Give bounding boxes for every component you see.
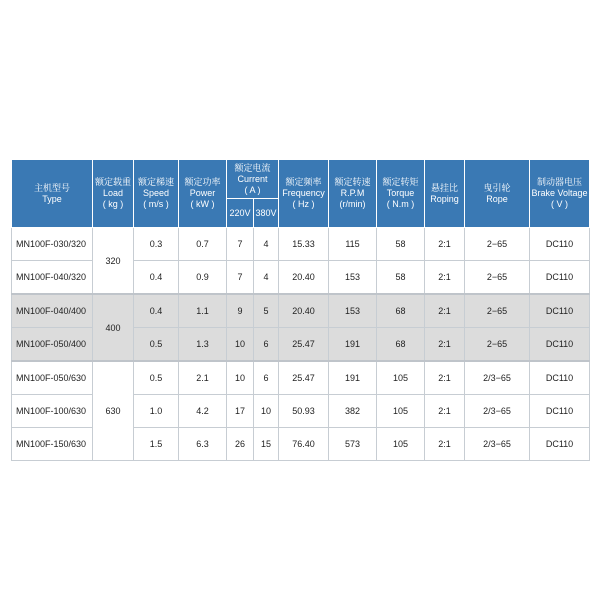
table-row: [12, 228, 590, 261]
cell-speed: 0.4: [134, 294, 179, 328]
cell-load: 630: [93, 361, 134, 461]
cell-current-380v: 4: [254, 228, 279, 261]
cell-frequency: 76.40: [279, 428, 329, 461]
cell-roping: 2:1: [425, 395, 465, 428]
cell-power: 1.1: [179, 294, 227, 328]
header-torque: 额定转矩 Torque ( N.m ): [377, 160, 425, 228]
header-380v: 380V: [254, 199, 279, 228]
cell-roping: 2:1: [425, 328, 465, 362]
cell-rope: 2−65: [465, 328, 530, 362]
cell-power: 0.9: [179, 261, 227, 295]
cell-power: 2.1: [179, 361, 227, 395]
cell-current-220v: 10: [227, 328, 254, 362]
cell-speed: 0.3: [134, 228, 179, 261]
cell-rpm: 382: [329, 395, 377, 428]
cell-torque: 58: [377, 228, 425, 261]
header-rpm: 额定转速 R.P.M (r/min): [329, 160, 377, 228]
cell-roping: 2:1: [425, 261, 465, 295]
header-power: 额定功率 Power ( kW ): [179, 160, 227, 228]
table-body: [12, 228, 590, 461]
cell-current-380v: 5: [254, 294, 279, 328]
spec-table: [11, 159, 590, 461]
cell-load: 400: [93, 294, 134, 361]
cell-brake-voltage: DC110: [530, 228, 590, 261]
cell-power: 6.3: [179, 428, 227, 461]
cell-rope: 2/3−65: [465, 395, 530, 428]
cell-rpm: 191: [329, 361, 377, 395]
cell-rope: 2−65: [465, 294, 530, 328]
cell-torque: 68: [377, 294, 425, 328]
header-rope: 曳引轮 Rope: [465, 160, 530, 228]
cell-brake-voltage: DC110: [530, 261, 590, 295]
header-type: 主机型号 Type: [12, 160, 93, 228]
cell-rope: 2/3−65: [465, 428, 530, 461]
cell-type: MN100F-100/630: [12, 395, 93, 428]
header-speed: 额定梯速 Speed ( m/s ): [134, 160, 179, 228]
cell-type: MN100F-040/400: [12, 294, 93, 328]
cell-rpm: 153: [329, 294, 377, 328]
cell-rpm: 573: [329, 428, 377, 461]
cell-roping: 2:1: [425, 294, 465, 328]
header-frequency: 额定频率 Frequency ( Hz ): [279, 160, 329, 228]
header-brake-voltage: 制动器电压 Brake Voltage ( V ): [530, 160, 590, 228]
cell-roping: 2:1: [425, 228, 465, 261]
cell-torque: 68: [377, 328, 425, 362]
cell-type: MN100F-050/400: [12, 328, 93, 362]
cell-type: MN100F-040/320: [12, 261, 93, 295]
cell-current-220v: 17: [227, 395, 254, 428]
cell-speed: 0.5: [134, 328, 179, 362]
cell-brake-voltage: DC110: [530, 361, 590, 395]
cell-speed: 1.5: [134, 428, 179, 461]
cell-frequency: 25.47: [279, 361, 329, 395]
cell-roping: 2:1: [425, 428, 465, 461]
cell-type: MN100F-030/320: [12, 228, 93, 261]
cell-torque: 105: [377, 361, 425, 395]
cell-type: MN100F-150/630: [12, 428, 93, 461]
cell-current-380v: 6: [254, 328, 279, 362]
cell-frequency: 25.47: [279, 328, 329, 362]
cell-frequency: 50.93: [279, 395, 329, 428]
header-roping: 悬挂比 Roping: [425, 160, 465, 228]
cell-current-220v: 10: [227, 361, 254, 395]
cell-current-380v: 6: [254, 361, 279, 395]
table-row: [12, 361, 590, 395]
cell-brake-voltage: DC110: [530, 294, 590, 328]
cell-current-380v: 15: [254, 428, 279, 461]
cell-rpm: 191: [329, 328, 377, 362]
table-row: [12, 294, 590, 328]
cell-speed: 1.0: [134, 395, 179, 428]
header-load: 额定载重 Load ( kg ): [93, 160, 134, 228]
cell-rope: 2/3−65: [465, 361, 530, 395]
cell-rpm: 115: [329, 228, 377, 261]
cell-brake-voltage: DC110: [530, 428, 590, 461]
cell-frequency: 20.40: [279, 294, 329, 328]
cell-rope: 2−65: [465, 228, 530, 261]
cell-frequency: 15.33: [279, 228, 329, 261]
cell-power: 0.7: [179, 228, 227, 261]
cell-current-220v: 26: [227, 428, 254, 461]
cell-roping: 2:1: [425, 361, 465, 395]
cell-speed: 0.5: [134, 361, 179, 395]
cell-current-380v: 10: [254, 395, 279, 428]
cell-current-220v: 9: [227, 294, 254, 328]
cell-current-220v: 7: [227, 228, 254, 261]
cell-type: MN100F-050/630: [12, 361, 93, 395]
cell-brake-voltage: DC110: [530, 328, 590, 362]
header-current: 额定电流 Current ( A ): [227, 160, 279, 199]
cell-rpm: 153: [329, 261, 377, 295]
cell-torque: 105: [377, 428, 425, 461]
cell-speed: 0.4: [134, 261, 179, 295]
header-220v: 220V: [227, 199, 254, 228]
cell-current-380v: 4: [254, 261, 279, 295]
table-header: [12, 160, 590, 228]
cell-current-220v: 7: [227, 261, 254, 295]
cell-frequency: 20.40: [279, 261, 329, 295]
cell-load: 320: [93, 228, 134, 295]
cell-power: 1.3: [179, 328, 227, 362]
cell-power: 4.2: [179, 395, 227, 428]
cell-rope: 2−65: [465, 261, 530, 295]
cell-brake-voltage: DC110: [530, 395, 590, 428]
cell-torque: 105: [377, 395, 425, 428]
cell-torque: 58: [377, 261, 425, 295]
